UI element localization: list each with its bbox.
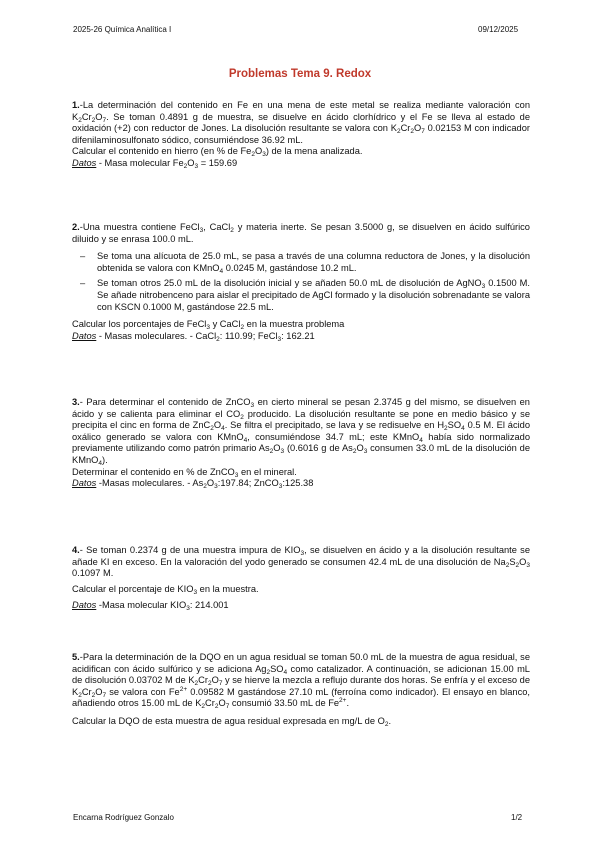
page-number: 1/2 (511, 813, 523, 822)
page-title: Problemas Tema 9. Redox (228, 68, 372, 80)
problem-1-statement: 1.-La determinación del contenido en Fe en una mena de este metal se realiza mediante valoración con $K_2Cr_2O_7$. Se toman 0.4891 g de muestra, se disuelve en ácido clorhídrico y el Fe se lleva al estado de oxidación (+2) con reductor de Jones. La disolución resultante se valora con $K_2Cr_2O_7$ 0.02153 M con indicador difenilaminosulfonato sódico, consumiéndose 36.92 mL. (72, 100, 530, 145)
problem-2-statement: 2.-Una muestra contiene FeCl$_3$, CaCl$_2$ y materia inerte. Se pesan 3.5000 g, se disuelven en ácido sulfúrico diluido y se enrasa 100.0 mL. (72, 222, 530, 244)
problem-1 (72, 100, 530, 170)
problem-4-question: Calcular el porcentaje de $KIO_3$ en la muestra. (72, 583, 259, 596)
problem-2-question: Calcular los porcentajes de FeCl$_3$ y CaCl$_2$ en la muestra problema (72, 319, 345, 332)
problem-3-data: Datos -Masas moleculares. - $As_2O_3:197.84$; ZnCO$_3$:125.38 (72, 478, 314, 491)
list-item: – Se toma una alícuota de 25.0 mL, se pasa a través de una columna reductora de Jones, y la disolución obtenida se valora con KMnO$_4$ 0.0245 M, gastándose 10.2 mL. (80, 251, 530, 275)
problem-1-question: Calcular el contenido en hierro (en % de $Fe_2O_3$) de la mena analizada. (72, 146, 363, 159)
problem-4-statement: 4.- Se toman 0.2374 g de una muestra impura de $KIO_3$, se disuelven en ácido y a la disolución resultante se añade KI en exceso. En la valoración del yodo generado se consumen 42.4 mL de una disolución de $Na_2S_2O_3$ 0.1097 M. (72, 545, 530, 579)
header-course: 2025-26 Química Analítica I (73, 25, 172, 34)
problem-4 (72, 545, 530, 612)
problem-2-data: Datos - Masas moleculares. - CaCl$_2$: 110.99; FeCl$_3$: 162.21 (72, 330, 315, 343)
problem-1-data: Datos - Masa molecular $Fe_2O_3 = 159.69$ (72, 157, 238, 170)
problem-2 (72, 222, 530, 342)
problem-5-question: Calcular la DQO de esta muestra de agua residual expresada en mg/L de $O_2$. (72, 715, 392, 728)
problem-3-statement: 3.- Para determinar el contenido de ZnCO$_3$ en cierto mineral se pesan 2.3745 g del mismo, se disuelven en ácido y se calienta para eliminar el $CO_2$ producido. La disolución resultante se pone en medio básico y se precipita el cinc en forma de $ZnC_2O_4$. Se filtra el precipitado, se lava y se redisuelve en $H_2SO_4$ 0.5 M. El ácido oxálico generado se valora con KMnO$_4$, consumiéndose 34.7 mL; este KMnO$_4$ había sido normalizado previamente utilizando como patrón primario $As_2O_3$ (0.6016 g de $As_2O_3$ consumen 33.0 mL de la disolución de KMnO$_4$). (72, 397, 530, 467)
problem-2-steps (72, 251, 530, 313)
problem-4-data: Datos -Masa molecular $KIO_3$: 214.001 (72, 600, 229, 613)
problem-5-statement: 5.-Para la determinación de la DQO en un agua residual se toman 50.0 mL de la muestra de agua residual, se acidifican con ácido sulfúrico y se adiciona $Ag_2SO_4$ como catalizador. A continuación, se adicionan 15.00 mL de disolución 0.03702 M de $K_2Cr_2O_7$ y se hierve la mezcla a reflujo durante dos horas. Se enfría y el exceso de $K_2Cr_2O_7$ se valora con $Fe^{2+}$ 0.09582 M gastándose 27.10 mL (ferroína como indicador). El ensayo en blanco, añadiendo otros 15.00 mL de $K_2Cr_2O_7$ consumió 33.50 mL de $Fe^{2+}$. (72, 652, 531, 711)
footer-author: Encarna Rodríguez Gonzalo (73, 813, 174, 822)
problem-5 (72, 652, 530, 728)
header-date: 09/12/2025 (478, 25, 519, 34)
problem-3-question: Determinar el contenido en % de ZnCO$_3$ en el mineral. (72, 466, 297, 479)
problem-3 (72, 397, 530, 490)
list-item: – Se toman otros 25.0 mL de la disolución inicial y se añaden 50.0 mL de disolución de AgNO$_3$ 0.1500 M. Se añade nitrobenceno para aislar el precipitado de AgCl formado y la disolución sobrenadante se valora con KSCN 0.1000 M, gastándose 22.5 mL. (80, 278, 530, 312)
